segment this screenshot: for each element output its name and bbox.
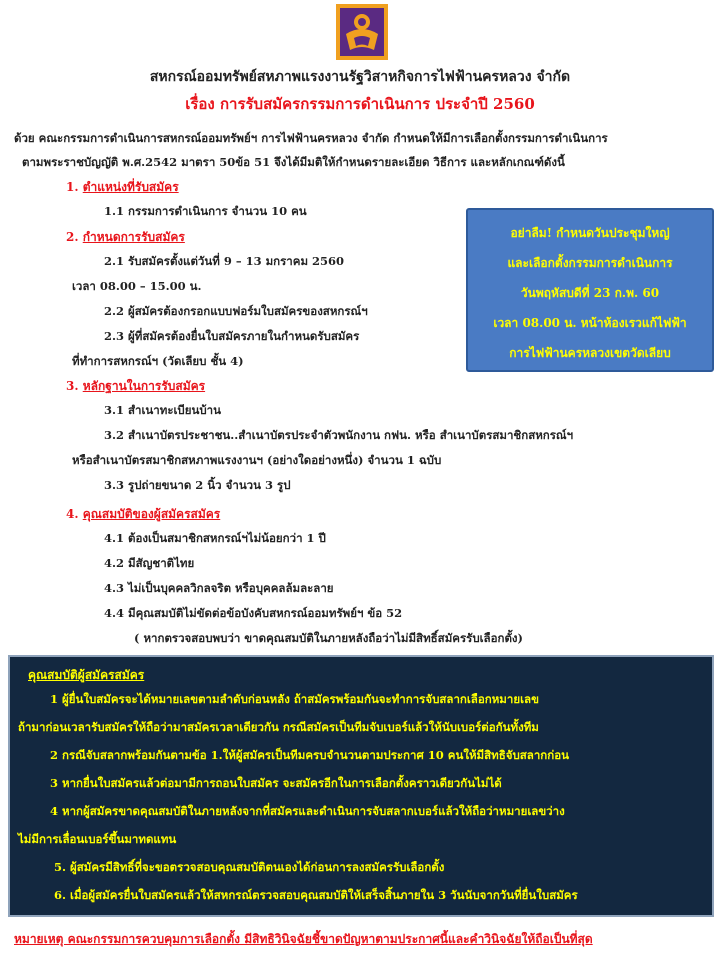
section-number: 4. [66, 507, 79, 521]
section-2-heading [66, 228, 185, 247]
document-subject: เรื่อง การรับสมัครกรรมการดำเนินการ ประจำปี 2560 [185, 95, 535, 113]
list-item: เวลา 08.00 – 15.00 น. [72, 279, 202, 293]
footnote: หมายเหตุ คณะกรรมการควบคุมการเลือกตั้ง มีสิทธิวินิจฉัยชี้ขาดปัญหาตามประกาศนี้และคำวินิจฉัยให้ถือเป็นที่สุด [14, 932, 593, 946]
notice-line: อย่าลืม! กำหนดวันประชุมใหญ่ [510, 226, 670, 240]
list-item: 4.3 ไม่เป็นบุคคลวิกลจริต หรือบุคคลล้มละลาย [104, 581, 334, 595]
list-item: 1.1 กรรมการดำเนินการ จำนวน 10 คน [104, 204, 307, 218]
list-item: ( หากตรวจสอบพบว่า ขาดคุณสมบัติในภายหลังถือว่าไม่มีสิทธิ์สมัครรับเลือกตั้ง) [134, 631, 523, 645]
box-line: 4 หากผู้สมัครขาดคุณสมบัติในภายหลังจากที่สมัครและดำเนินการจับสลากเบอร์แล้วให้ถือว่าหมายเลขว่าง [50, 804, 565, 818]
section-title: หลักฐานในการรับสมัคร [82, 379, 206, 393]
box-line: 3 หากยื่นใบสมัครแล้วต่อมามีการถอนใบสมัคร จะสมัครอีกในการเลือกตั้งคราวเดียวกันไม่ได้ [50, 776, 502, 790]
section-title: คุณสมบัติของผู้สมัครสมัคร [82, 507, 221, 521]
notice-line: เวลา 08.00 น. หน้าห้องเรวแก้ไฟฟ้า [493, 316, 687, 330]
list-item: 3.2 สำเนาบัตรประชาชน..สำเนาบัตรประจำตัวพนักงาน กฟน. หรือ สำเนาบัตรสมาชิกสหกรณ์ฯ [104, 428, 574, 442]
section-1-heading [66, 178, 179, 197]
list-item: 4.1 ต้องเป็นสมาชิกสหกรณ์ฯไม่น้อยกว่า 1 ปี [104, 531, 326, 545]
list-item: 2.3 ผู้ที่สมัครต้องยื่นใบสมัครภายในกำหนดรับสมัคร [104, 329, 360, 343]
notice-line: การไฟฟ้านครหลวงเขตวัดเลียบ [509, 346, 671, 360]
meeting-notice-box [466, 208, 714, 372]
intro-paragraph [14, 126, 714, 174]
section-title: ตำแหน่งที่รับสมัคร [82, 180, 179, 194]
intro-line: ตามพระราชบัญญัติ พ.ศ.2542 มาตรา 50ข้อ 51 จึงได้มีมติให้กำหนดรายละเอียด วิธีการ และหลักเกณฑ์ดังนี้ [22, 155, 565, 169]
list-item: หรือสำเนาบัตรสมาชิกสหภาพแรงงานฯ (อย่างใดอย่างหนึ่ง) จำนวน 1 ฉบับ [72, 453, 442, 467]
box-line: 2 กรณีจับสลากพร้อมกันตามข้อ 1.ให้ผู้สมัครเป็นทีมครบจำนวนตามประกาศ 10 คนให้มีสิทธิจับสลากก่อน [50, 748, 569, 762]
box-line: ไม่มีการเลื่อนเบอร์ขึ้นมาทดแทน [18, 832, 177, 846]
section-3-heading [66, 377, 205, 396]
cooperative-logo-icon [336, 4, 388, 60]
box-title: คุณสมบัติผู้สมัครสมัคร [28, 668, 145, 682]
box-line: ถ้ามาก่อนเวลารับสมัครให้ถือว่ามาสมัครเวลาเดียวกัน กรณีสมัครเป็นทีมจับเบอร์แล้วให้นับเบอร์ต่อกันทั้งทีม [18, 720, 539, 734]
section-4-heading [66, 505, 220, 524]
box-line: 6. เมื่อผู้สมัครยื่นใบสมัครแล้วให้สหกรณ์ตรวจสอบคุณสมบัติให้เสร็จสิ้นภายใน 3 วันนับจากวันที่ยื่นใบสมัคร [54, 888, 578, 902]
box-line: 1 ผู้ยื่นใบสมัครจะได้หมายเลขตามลำดับก่อนหลัง ถ้าสมัครพร้อมกันจะทำการจับสลากเลือกหมายเลข [50, 692, 539, 706]
section-title: กำหนดการรับสมัคร [82, 230, 185, 244]
list-item: 3.3 รูปถ่ายขนาด 2 นิ้ว จำนวน 3 รูป [104, 478, 291, 492]
notice-line: และเลือกตั้งกรรมการดำเนินการ [507, 256, 673, 270]
list-item: 4.4 มีคุณสมบัติไม่ขัดต่อข้อบังคับสหกรณ์ออมทรัพย์ฯ ข้อ 52 [104, 606, 403, 620]
list-item: 2.1 รับสมัครตั้งแต่วันที่ 9 – 13 มกราคม 2560 [104, 254, 345, 268]
list-item: ที่ทำการสหกรณ์ฯ (วัดเลียบ ชั้น 4) [72, 354, 244, 368]
intro-line: ด้วย คณะกรรมการดำเนินการสหกรณ์ออมทรัพย์ฯ การไฟฟ้านครหลวง จำกัด กำหนดให้มีการเลือกตั้งกรรมการดำเนินการ [14, 131, 608, 145]
list-item: 3.1 สำเนาทะเบียนบ้าน [104, 403, 221, 417]
section-number: 1. [66, 180, 79, 194]
notice-line: วันพฤหัสบดีที่ 23 ก.พ. 60 [520, 286, 660, 300]
section-number: 2. [66, 230, 79, 244]
list-item: 2.2 ผู้สมัครต้องกรอกแบบฟอร์มใบสมัครของสหกรณ์ฯ [104, 304, 368, 318]
section-number: 3. [66, 379, 79, 393]
list-item: 4.2 มีสัญชาติไทย [104, 556, 195, 570]
qualifications-box [8, 655, 714, 917]
box-line: 5. ผู้สมัครมีสิทธิ์ที่จะขอตรวจสอบคุณสมบัติตนเองได้ก่อนการลงสมัครรับเลือกตั้ง [54, 860, 445, 874]
org-title: สหกรณ์ออมทรัพย์สหภาพแรงงานรัฐวิสาหกิจการไฟฟ้านครหลวง จำกัด [149, 69, 571, 85]
